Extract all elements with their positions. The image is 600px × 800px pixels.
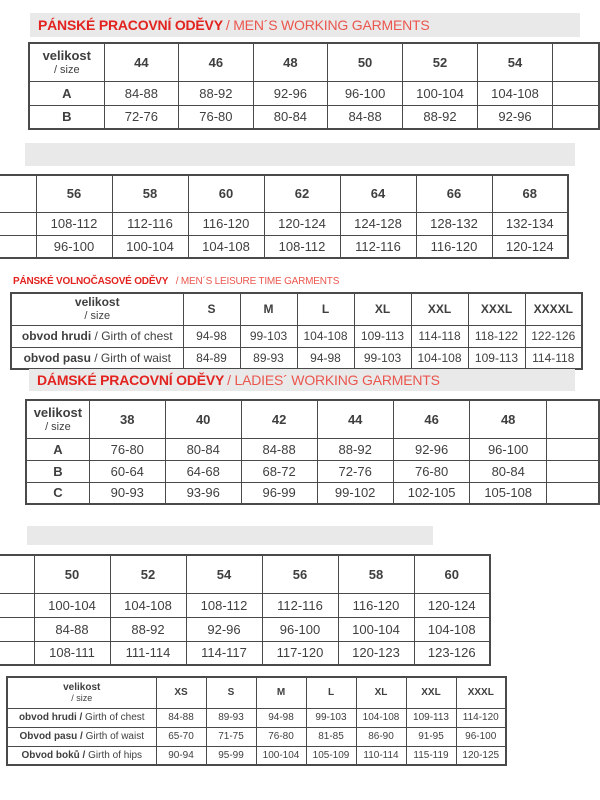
size-header-czech: velikost: [33, 404, 83, 420]
separator-bar: [27, 526, 433, 545]
clipped-cell: [0, 212, 36, 235]
section-bar-ladies-working: [29, 369, 575, 391]
size-col-header: 60: [414, 555, 490, 593]
size-col-header: 50: [328, 43, 403, 81]
size-col-header: S: [183, 293, 240, 325]
size-range-cell: 114-118: [525, 347, 582, 369]
clipped-cell: [546, 482, 599, 504]
clipped-cell: [553, 105, 599, 129]
size-range-cell: 92-96: [253, 81, 328, 105]
size-range-cell: 116-120: [188, 212, 264, 235]
size-range-cell: 104-108: [188, 235, 264, 258]
size-range-cell: 123-126: [414, 641, 490, 665]
size-range-cell: 115-119: [406, 746, 456, 765]
size-header-english: / size: [71, 692, 93, 703]
row-label: [7, 746, 156, 765]
table-row: [7, 746, 506, 765]
size-range-cell: 89-93: [240, 347, 297, 369]
size-range-cell: 116-120: [338, 593, 414, 617]
table-row: [26, 438, 599, 460]
size-range-cell: 84-88: [34, 617, 110, 641]
size-range-cell: 116-120: [416, 235, 492, 258]
clipped-cell: [0, 593, 34, 617]
size-range-cell: 72-76: [317, 460, 393, 482]
size-range-cell: 108-111: [34, 641, 110, 665]
size-range-cell: 120-125: [456, 746, 506, 765]
size-range-cell: 117-120: [262, 641, 338, 665]
size-col-header: 64: [340, 175, 416, 212]
section-title-czech: PÁNSKÉ VOLNOČASOVÉ ODĚVY: [13, 276, 169, 287]
size-col-header: 54: [478, 43, 553, 81]
clipped-cell: [0, 555, 34, 593]
size-range-cell: 132-134: [492, 212, 568, 235]
size-range-cell: 94-98: [297, 347, 354, 369]
size-range-cell: 76-80: [393, 460, 470, 482]
size-range-cell: 65-70: [156, 727, 206, 746]
size-range-cell: 124-128: [340, 212, 416, 235]
clipped-cell: [546, 438, 599, 460]
size-range-cell: 120-123: [338, 641, 414, 665]
row-label: [11, 325, 183, 347]
size-range-cell: 104-108: [478, 81, 553, 105]
section-title-english: / LADIES´ WORKING GARMENTS: [227, 372, 440, 388]
size-col-header: XXXL: [456, 677, 506, 708]
table-row: [26, 482, 599, 504]
size-col-header: XXXXL: [525, 293, 582, 325]
size-range-cell: 100-104: [256, 746, 306, 765]
table-row: [0, 593, 490, 617]
ladies-working-table-2: [0, 554, 491, 666]
separator-bar: [25, 143, 575, 166]
section-title-mens-leisure: [13, 271, 339, 289]
size-header-cell: [11, 293, 183, 325]
clipped-cell: [553, 81, 599, 105]
table-row: [29, 81, 599, 105]
size-range-cell: 111-114: [110, 641, 186, 665]
mens-working-table-1: [28, 42, 600, 130]
size-header-cell: [7, 677, 156, 708]
size-range-cell: 71-75: [206, 727, 256, 746]
size-range-cell: 88-92: [317, 438, 393, 460]
mens-working-table-2: [0, 174, 569, 259]
size-header-cell: [29, 43, 104, 81]
size-col-header: 68: [492, 175, 568, 212]
size-col-header: XXXL: [468, 293, 525, 325]
size-range-cell: 90-94: [156, 746, 206, 765]
row-label: [7, 708, 156, 727]
size-range-cell: 104-108: [414, 617, 490, 641]
size-header-english: / size: [53, 63, 80, 76]
table-row: [0, 641, 490, 665]
size-range-cell: 96-100: [262, 617, 338, 641]
size-range-cell: 76-80: [89, 438, 165, 460]
section-bar-mens-working: [30, 13, 580, 37]
table-row: [7, 708, 506, 727]
size-col-header: 54: [186, 555, 262, 593]
size-col-header: 52: [110, 555, 186, 593]
size-col-header: XXL: [406, 677, 456, 708]
size-range-cell: 84-88: [241, 438, 317, 460]
section-title-czech: PÁNSKÉ PRACOVNÍ ODĚVY: [38, 17, 223, 33]
size-range-cell: 99-103: [306, 708, 356, 727]
clipped-cell: [553, 43, 599, 81]
clipped-cell: [0, 235, 36, 258]
size-range-cell: 102-105: [393, 482, 470, 504]
row-label: B: [26, 460, 89, 482]
size-range-cell: 114-118: [411, 325, 468, 347]
size-col-header: M: [256, 677, 306, 708]
size-range-cell: 99-103: [354, 347, 411, 369]
size-col-header: 62: [264, 175, 340, 212]
row-label: B: [29, 105, 104, 129]
size-range-cell: 110-114: [356, 746, 406, 765]
section-title-english: / MEN´S LEISURE TIME GARMENTS: [175, 276, 340, 287]
row-label-czech: obvod hrudi: [21, 329, 92, 343]
size-range-cell: 96-100: [328, 81, 403, 105]
size-col-header: XL: [356, 677, 406, 708]
size-range-cell: 92-96: [393, 438, 470, 460]
size-range-cell: 100-104: [402, 81, 477, 105]
size-range-cell: 68-72: [241, 460, 317, 482]
size-range-cell: 100-104: [112, 235, 188, 258]
size-range-cell: 104-108: [411, 347, 468, 369]
size-col-header: L: [297, 293, 354, 325]
size-range-cell: 94-98: [183, 325, 240, 347]
size-col-header: 46: [179, 43, 254, 81]
size-range-cell: 84-89: [183, 347, 240, 369]
size-col-header: 42: [241, 400, 317, 438]
row-label: C: [26, 482, 89, 504]
size-col-header: 46: [393, 400, 470, 438]
size-range-cell: 88-92: [179, 81, 254, 105]
size-header-czech: velikost: [63, 681, 101, 693]
size-col-header: 60: [188, 175, 264, 212]
size-range-cell: 64-68: [165, 460, 241, 482]
table-row: [11, 325, 582, 347]
size-range-cell: 76-80: [179, 105, 254, 129]
size-range-cell: 104-108: [297, 325, 354, 347]
size-range-cell: 96-99: [241, 482, 317, 504]
table-row: [0, 617, 490, 641]
row-label: A: [26, 438, 89, 460]
size-range-cell: 95-99: [206, 746, 256, 765]
clipped-cell: [546, 400, 599, 438]
row-label-czech: Obvod pasu /: [19, 731, 83, 742]
size-range-cell: 91-95: [406, 727, 456, 746]
row-label-english: / Girth of chest: [91, 329, 173, 343]
size-range-cell: 122-126: [525, 325, 582, 347]
size-range-cell: 104-108: [110, 593, 186, 617]
size-col-header: XL: [354, 293, 411, 325]
size-range-cell: 81-85: [306, 727, 356, 746]
mens-leisure-table: [10, 292, 583, 370]
size-range-cell: 104-108: [356, 708, 406, 727]
size-col-header: 58: [112, 175, 188, 212]
size-col-header: XS: [156, 677, 206, 708]
size-col-header: 48: [470, 400, 547, 438]
table-row: [29, 105, 599, 129]
row-label-czech: obvod hrudi /: [18, 712, 83, 723]
size-range-cell: 100-104: [34, 593, 110, 617]
size-col-header: 38: [89, 400, 165, 438]
size-col-header: 58: [338, 555, 414, 593]
size-range-cell: 90-93: [89, 482, 165, 504]
section-title-czech: DÁMSKÉ PRACOVNÍ ODĚVY: [37, 372, 225, 388]
clipped-cell: [0, 617, 34, 641]
size-range-cell: 108-112: [36, 212, 112, 235]
table-row: [7, 727, 506, 746]
size-range-cell: 108-112: [186, 593, 262, 617]
size-col-header: 56: [262, 555, 338, 593]
size-range-cell: 60-64: [89, 460, 165, 482]
size-range-cell: 112-116: [340, 235, 416, 258]
size-range-cell: 93-96: [165, 482, 241, 504]
row-label-czech: obvod pasu: [23, 350, 91, 365]
size-header-english: / size: [84, 310, 111, 323]
size-range-cell: 112-116: [262, 593, 338, 617]
size-header-cell: [26, 400, 89, 438]
size-col-header: 40: [165, 400, 241, 438]
size-range-cell: 96-100: [36, 235, 112, 258]
size-col-header: 44: [104, 43, 179, 81]
size-range-cell: 105-108: [470, 482, 547, 504]
clipped-cell: [0, 641, 34, 665]
row-label-english: Girth of hips: [85, 749, 143, 761]
row-label-czech: Obvod boků /: [21, 749, 86, 761]
size-range-cell: 99-102: [317, 482, 393, 504]
row-label: [11, 347, 183, 369]
size-range-cell: 84-88: [156, 708, 206, 727]
size-range-cell: 120-124: [492, 235, 568, 258]
size-range-cell: 100-104: [338, 617, 414, 641]
size-range-cell: 88-92: [402, 105, 477, 129]
size-col-header: 66: [416, 175, 492, 212]
table-row: [11, 347, 582, 369]
size-col-header: 52: [402, 43, 477, 81]
size-range-cell: 72-76: [104, 105, 179, 129]
size-range-cell: 128-132: [416, 212, 492, 235]
size-col-header: 48: [253, 43, 328, 81]
size-range-cell: 105-109: [306, 746, 356, 765]
size-range-cell: 92-96: [186, 617, 262, 641]
size-header-czech: velikost: [42, 47, 91, 63]
row-label-english: Girth of chest: [82, 712, 145, 723]
size-range-cell: 76-80: [256, 727, 306, 746]
size-range-cell: 114-117: [186, 641, 262, 665]
size-header-czech: velikost: [74, 295, 120, 310]
size-range-cell: 109-113: [468, 347, 525, 369]
size-range-cell: 120-124: [264, 212, 340, 235]
size-range-cell: 80-84: [165, 438, 241, 460]
size-range-cell: 118-122: [468, 325, 525, 347]
row-label: A: [29, 81, 104, 105]
size-range-cell: 86-90: [356, 727, 406, 746]
size-range-cell: 109-113: [406, 708, 456, 727]
row-label: [7, 727, 156, 746]
size-col-header: XXL: [411, 293, 468, 325]
section-title-english: / MEN´S WORKING GARMENTS: [225, 17, 430, 33]
row-label-english: Girth of waist: [82, 731, 144, 742]
table-row: [0, 212, 568, 235]
table-row: [26, 460, 599, 482]
ladies-sizes-table: [6, 676, 507, 766]
size-range-cell: 120-124: [414, 593, 490, 617]
size-col-header: 44: [317, 400, 393, 438]
size-range-cell: 94-98: [256, 708, 306, 727]
size-range-cell: 88-92: [110, 617, 186, 641]
size-range-cell: 114-120: [456, 708, 506, 727]
ladies-working-table-1: [25, 399, 600, 505]
size-range-cell: 108-112: [264, 235, 340, 258]
size-col-header: L: [306, 677, 356, 708]
size-range-cell: 99-103: [240, 325, 297, 347]
clipped-cell: [546, 460, 599, 482]
size-header-english: / size: [45, 420, 71, 433]
size-col-header: 56: [36, 175, 112, 212]
size-col-header: S: [206, 677, 256, 708]
size-range-cell: 109-113: [354, 325, 411, 347]
row-label-english: / Girth of waist: [90, 350, 171, 365]
size-range-cell: 112-116: [112, 212, 188, 235]
size-range-cell: 80-84: [470, 460, 547, 482]
size-col-header: 50: [34, 555, 110, 593]
table-row: [0, 235, 568, 258]
size-range-cell: 80-84: [253, 105, 328, 129]
size-range-cell: 84-88: [328, 105, 403, 129]
size-col-header: M: [240, 293, 297, 325]
size-range-cell: 96-100: [456, 727, 506, 746]
size-range-cell: 92-96: [478, 105, 553, 129]
size-range-cell: 96-100: [470, 438, 547, 460]
size-range-cell: 84-88: [104, 81, 179, 105]
clipped-cell: [0, 175, 36, 212]
size-range-cell: 89-93: [206, 708, 256, 727]
